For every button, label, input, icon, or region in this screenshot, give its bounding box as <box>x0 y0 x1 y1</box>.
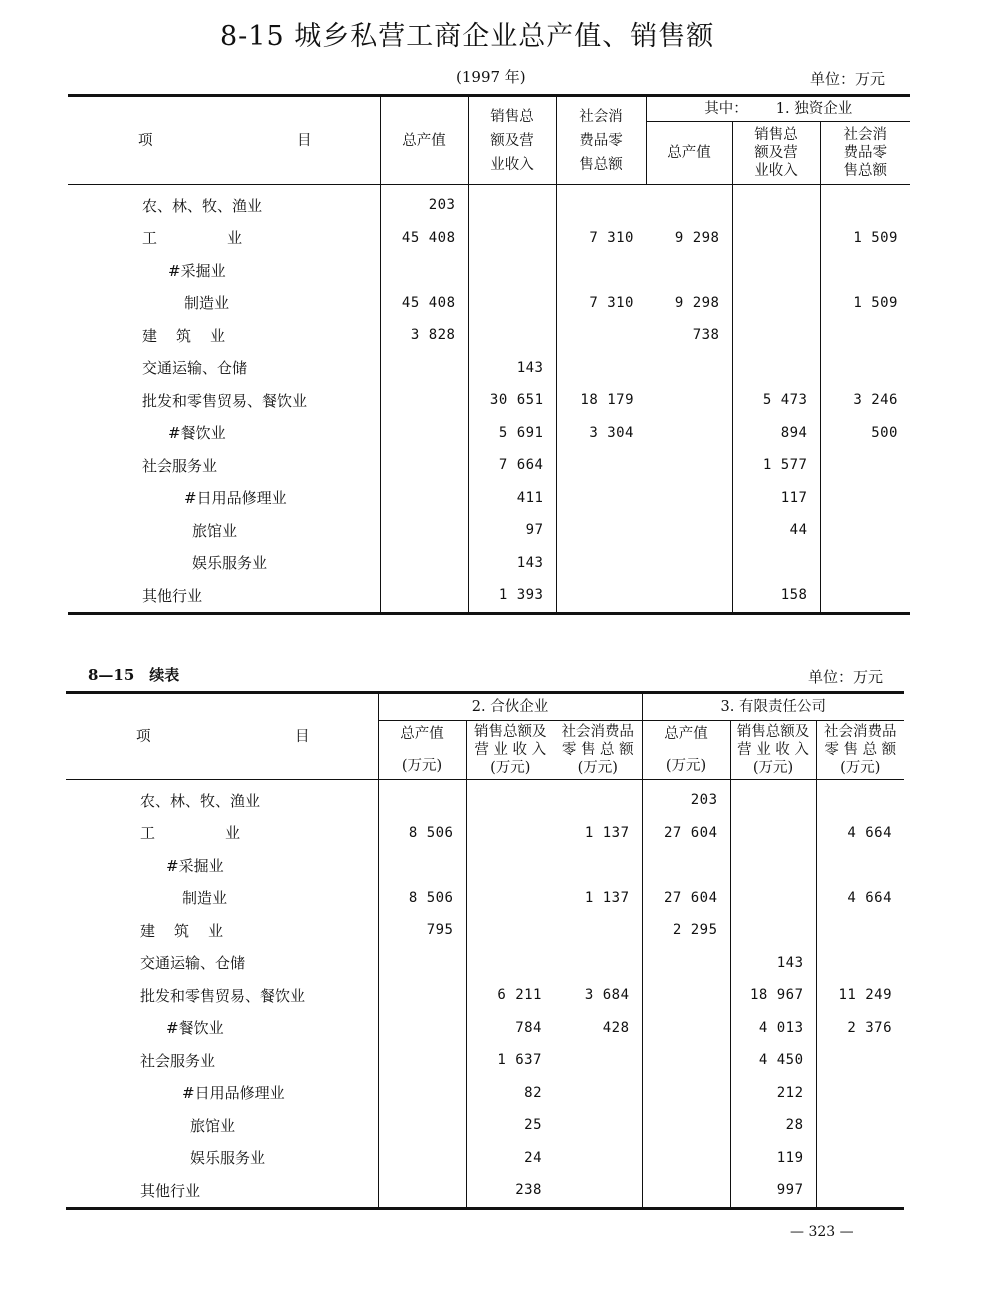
row-agriculture-col2 <box>468 185 556 222</box>
sub-header-output: 总产值 <box>646 122 732 185</box>
col-header-sales: 销售总 额及营 业收入 <box>468 96 556 185</box>
row-hotels-label: 旅馆业 <box>190 1116 236 1135</box>
table-row <box>66 1109 904 1142</box>
row-repair-label: #日用品修理业 <box>184 489 287 508</box>
row-social-services-col4 <box>642 1044 730 1077</box>
table-row <box>66 1077 904 1110</box>
row-catering-label: #餐饮业 <box>168 424 226 443</box>
row-industry-col3: 7 310 <box>556 222 646 255</box>
table-row <box>66 947 904 980</box>
row-catering-label: #餐饮业 <box>166 1019 224 1038</box>
row-manufacturing-col1: 8 506 <box>378 882 466 915</box>
table-row <box>68 417 910 450</box>
row-construction-col1: 3 828 <box>380 319 468 352</box>
table-row <box>68 319 910 352</box>
row-agriculture-col6 <box>820 185 910 222</box>
row-transport-col6 <box>820 352 910 385</box>
row-mining-col5 <box>732 254 820 287</box>
row-trade-catering-label: 批发和零售贸易、餐饮业 <box>140 986 306 1005</box>
row-transport-col5: 143 <box>730 947 816 980</box>
row-transport-col4 <box>642 947 730 980</box>
table-row <box>66 780 904 817</box>
row-hotels-label: 旅馆业 <box>192 521 238 540</box>
row-industry-col4: 27 604 <box>642 817 730 850</box>
row-industry-col1: 8 506 <box>378 817 466 850</box>
row-entertainment-col3 <box>554 1142 642 1175</box>
row-catering-col2: 784 <box>466 1012 554 1045</box>
row-repair-col6 <box>820 482 910 515</box>
row-catering-col1 <box>380 417 468 450</box>
row-other-col5: 158 <box>732 579 820 613</box>
row-mining-label: #采掘业 <box>166 856 224 875</box>
table-row <box>66 1012 904 1045</box>
table-continued <box>66 691 904 1210</box>
row-construction-col6 <box>816 914 904 947</box>
row-other-col1 <box>380 579 468 613</box>
row-agriculture-label: 农、林、牧、渔业 <box>142 196 263 215</box>
g1-header-retail: 社会消费品 零 售 总 额 (万元) <box>554 721 642 780</box>
row-manufacturing-col5 <box>730 882 816 915</box>
row-social-services-col5: 1 577 <box>732 449 820 482</box>
row-industry-col2 <box>466 817 554 850</box>
row-manufacturing-label: 制造业 <box>184 294 230 313</box>
row-manufacturing-col1: 45 408 <box>380 287 468 320</box>
row-construction-col3 <box>556 319 646 352</box>
table-row <box>66 1044 904 1077</box>
row-trade-catering-col2: 30 651 <box>468 384 556 417</box>
row-agriculture-col3 <box>556 185 646 222</box>
col-header-retail: 社会消 费品零 售总额 <box>556 96 646 185</box>
row-hotels-col6 <box>816 1109 904 1142</box>
row-construction-col5 <box>730 914 816 947</box>
row-catering-col4 <box>642 1012 730 1045</box>
group-header-partnership: 2. 合伙企业 <box>378 693 642 721</box>
row-mining-col6 <box>816 849 904 882</box>
row-entertainment-col1 <box>380 547 468 580</box>
row-catering-col4 <box>646 417 732 450</box>
row-transport-col1 <box>378 947 466 980</box>
row-mining-col2 <box>466 849 554 882</box>
row-trade-catering-col6: 3 246 <box>820 384 910 417</box>
row-mining-col1 <box>380 254 468 287</box>
row-entertainment-col6 <box>820 547 910 580</box>
row-social-services-col2: 7 664 <box>468 449 556 482</box>
row-hotels-col4 <box>642 1109 730 1142</box>
row-manufacturing-col3: 1 137 <box>584 889 630 906</box>
row-trade-catering-col4 <box>646 384 732 417</box>
row-transport-col2: 143 <box>468 352 556 385</box>
row-industry-col1: 45 408 <box>380 222 468 255</box>
row-construction-col4: 738 <box>692 327 720 344</box>
row-social-services-col3 <box>554 1044 642 1077</box>
row-agriculture-col6 <box>816 780 904 817</box>
row-entertainment-col3 <box>556 547 646 580</box>
row-mining-col4 <box>642 849 730 882</box>
row-transport-col1 <box>380 352 468 385</box>
row-manufacturing-label: 制造业 <box>182 889 228 908</box>
row-catering-col1 <box>378 1012 466 1045</box>
row-industry-col6: 1 509 <box>820 222 910 255</box>
row-hotels-col5: 28 <box>730 1109 816 1142</box>
row-construction-col2 <box>466 914 554 947</box>
row-entertainment-col2: 143 <box>468 547 556 580</box>
row-agriculture-col1: 203 <box>380 185 468 222</box>
sub-header-retail: 社会消 费品零 售总额 <box>820 122 910 185</box>
table-row <box>66 1174 904 1208</box>
row-construction-col1: 795 <box>378 914 466 947</box>
row-transport-col3 <box>556 352 646 385</box>
row-social-services-col2: 1 637 <box>466 1044 554 1077</box>
sub-header-sales: 销售总 额及营 业收入 <box>732 122 820 185</box>
row-mining-col5 <box>730 849 816 882</box>
stub-header-2: 项 目 <box>66 693 378 780</box>
group-header-limited-company: 3. 有限责任公司 <box>642 693 904 721</box>
row-transport-col6 <box>816 947 904 980</box>
row-entertainment-label: 娱乐服务业 <box>190 1149 266 1168</box>
row-transport-col2 <box>466 947 554 980</box>
group-header-sole-proprietorship: 其中： 1. 独资企业 <box>646 96 910 122</box>
row-industry-col4: 9 298 <box>674 229 720 246</box>
table-row <box>68 254 910 287</box>
g2-header-sales: 销售总额及 营 业 收 入 (万元) <box>730 721 816 780</box>
row-mining-col2 <box>468 254 556 287</box>
row-hotels-col3 <box>556 514 646 547</box>
row-other-col4 <box>646 579 732 613</box>
row-trade-catering-col2: 6 211 <box>466 979 554 1012</box>
row-manufacturing-col6: 4 664 <box>816 882 904 915</box>
row-repair-col5: 212 <box>730 1077 816 1110</box>
row-repair-col2: 82 <box>466 1077 554 1110</box>
table-row <box>68 547 910 580</box>
row-agriculture-col5 <box>732 185 820 222</box>
row-entertainment-col1 <box>378 1142 466 1175</box>
row-social-services-col1 <box>380 449 468 482</box>
row-repair-col4 <box>642 1077 730 1110</box>
row-other-col1 <box>378 1174 466 1208</box>
row-social-services-col4 <box>646 449 732 482</box>
row-agriculture-col1 <box>378 780 466 817</box>
row-other-col3 <box>556 579 646 613</box>
row-hotels-col2: 25 <box>466 1109 554 1142</box>
row-manufacturing-col5 <box>732 287 820 320</box>
table-row <box>68 384 910 417</box>
row-construction-col2 <box>468 319 556 352</box>
row-transport-label: 交通运输、仓储 <box>142 359 248 378</box>
row-other-label: 其他行业 <box>142 586 203 605</box>
g2-header-retail: 社会消费品 零 售 总 额 (万元) <box>816 721 904 780</box>
row-other-col2: 1 393 <box>468 579 556 613</box>
row-other-col6 <box>816 1174 904 1208</box>
row-hotels-col1 <box>378 1109 466 1142</box>
row-catering-col3: 428 <box>602 1019 630 1036</box>
row-hotels-col4 <box>646 514 732 547</box>
row-mining-col3 <box>554 849 642 882</box>
unit-label-2: 单位：万元 <box>808 668 884 686</box>
row-construction-col5 <box>732 319 820 352</box>
row-industry-col2 <box>468 222 556 255</box>
continuation-label: 8—15 续表 <box>88 666 180 684</box>
row-repair-col2: 411 <box>468 482 556 515</box>
row-construction-col4: 2 295 <box>642 914 730 947</box>
row-entertainment-col2: 24 <box>466 1142 554 1175</box>
table-row <box>68 287 910 320</box>
row-mining-col4 <box>646 254 732 287</box>
row-repair-col4 <box>646 482 732 515</box>
row-trade-catering-col6: 11 249 <box>816 979 904 1012</box>
row-trade-catering-col4 <box>642 979 730 1012</box>
row-repair-col3 <box>556 482 646 515</box>
row-repair-col6 <box>816 1077 904 1110</box>
row-agriculture-col4: 203 <box>642 780 730 817</box>
row-trade-catering-col1 <box>380 384 468 417</box>
unit-label: 单位：万元 <box>810 70 886 88</box>
table-row <box>68 514 910 547</box>
row-social-services-col3 <box>556 449 646 482</box>
table-row <box>68 482 910 515</box>
row-social-services-label: 社会服务业 <box>142 456 218 475</box>
row-manufacturing-col2 <box>466 882 554 915</box>
row-agriculture-col2 <box>466 780 554 817</box>
row-repair-col5: 117 <box>732 482 820 515</box>
row-social-services-col1 <box>378 1044 466 1077</box>
row-agriculture-label: 农、林、牧、渔业 <box>140 791 261 810</box>
row-manufacturing-col2 <box>468 287 556 320</box>
row-hotels-col5: 44 <box>732 514 820 547</box>
row-trade-catering-col5: 5 473 <box>732 384 820 417</box>
row-transport-col4 <box>646 352 732 385</box>
row-other-label: 其他行业 <box>140 1181 201 1200</box>
row-entertainment-col5 <box>732 547 820 580</box>
row-manufacturing-col4: 27 604 <box>642 882 730 915</box>
row-agriculture-col4 <box>646 185 732 222</box>
table-row <box>66 882 904 915</box>
row-social-services-col6 <box>820 449 910 482</box>
row-catering-col6: 500 <box>820 417 910 450</box>
row-transport-col5 <box>732 352 820 385</box>
table-row <box>68 579 910 613</box>
row-industry-col5 <box>732 222 820 255</box>
row-social-services-col6 <box>816 1044 904 1077</box>
row-repair-col3 <box>554 1077 642 1110</box>
row-entertainment-col5: 119 <box>730 1142 816 1175</box>
table-row <box>68 222 910 255</box>
year-note: (1997 年) <box>456 68 526 86</box>
row-other-col5: 997 <box>730 1174 816 1208</box>
row-mining-label: #采掘业 <box>168 261 226 280</box>
row-entertainment-col6 <box>816 1142 904 1175</box>
row-other-col3 <box>554 1174 642 1208</box>
row-catering-col5: 894 <box>732 417 820 450</box>
table-row <box>68 449 910 482</box>
g1-header-sales: 销售总额及 营 业 收 入 (万元) <box>466 721 554 780</box>
row-industry-col5 <box>730 817 816 850</box>
row-hotels-col3 <box>554 1109 642 1142</box>
table-row <box>66 979 904 1012</box>
row-transport-label: 交通运输、仓储 <box>140 954 246 973</box>
row-entertainment-col4 <box>646 547 732 580</box>
stub-header: 项 目 <box>68 96 380 185</box>
row-manufacturing-col6: 1 509 <box>820 287 910 320</box>
row-transport-col3 <box>554 947 642 980</box>
row-industry-label: 工 业 <box>140 824 243 843</box>
row-construction-col6 <box>820 319 910 352</box>
table-row <box>66 849 904 882</box>
row-repair-col1 <box>380 482 468 515</box>
table-row <box>66 1142 904 1175</box>
row-social-services-col5: 4 450 <box>730 1044 816 1077</box>
row-hotels-col2: 97 <box>468 514 556 547</box>
g1-header-output: 总产值 (万元) <box>378 721 466 780</box>
row-catering-col2: 5 691 <box>468 417 556 450</box>
row-mining-col1 <box>378 849 466 882</box>
row-mining-col3 <box>556 254 646 287</box>
page-title: 8-15 城乡私营工商企业总产值、销售额 <box>220 21 715 52</box>
row-construction-col3 <box>554 914 642 947</box>
row-agriculture-col5 <box>730 780 816 817</box>
row-catering-col3: 3 304 <box>556 417 646 450</box>
row-trade-catering-col5: 18 967 <box>730 979 816 1012</box>
row-construction-label: 建 筑 业 <box>142 326 228 345</box>
row-repair-label: #日用品修理业 <box>182 1084 285 1103</box>
row-trade-catering-col3: 3 684 <box>584 987 630 1004</box>
g2-header-output: 总产值 (万元) <box>642 721 730 780</box>
row-mining-col6 <box>820 254 910 287</box>
row-hotels-col6 <box>820 514 910 547</box>
row-other-col4 <box>642 1174 730 1208</box>
row-trade-catering-label: 批发和零售贸易、餐饮业 <box>142 391 308 410</box>
row-catering-col5: 4 013 <box>730 1012 816 1045</box>
row-agriculture-col3 <box>554 780 642 817</box>
row-construction-label: 建 筑 业 <box>140 921 226 940</box>
page-number: — 323 — <box>790 1224 854 1240</box>
row-manufacturing-col4: 9 298 <box>674 294 720 311</box>
col-header-output: 总产值 <box>380 96 468 185</box>
table-main <box>68 94 910 615</box>
row-other-col2: 238 <box>466 1174 554 1208</box>
row-entertainment-col4 <box>642 1142 730 1175</box>
row-other-col6 <box>820 579 910 613</box>
table-row <box>66 914 904 947</box>
row-manufacturing-col3: 7 310 <box>556 287 646 320</box>
table-row <box>68 185 910 222</box>
row-social-services-label: 社会服务业 <box>140 1051 216 1070</box>
row-catering-col6: 2 376 <box>816 1012 904 1045</box>
table-row <box>66 817 904 850</box>
row-industry-col3: 1 137 <box>584 824 630 841</box>
table-row <box>68 352 910 385</box>
row-entertainment-label: 娱乐服务业 <box>192 554 268 573</box>
row-repair-col1 <box>378 1077 466 1110</box>
row-hotels-col1 <box>380 514 468 547</box>
row-industry-col6: 4 664 <box>816 817 904 850</box>
row-trade-catering-col1 <box>378 979 466 1012</box>
row-industry-label: 工 业 <box>142 229 245 248</box>
row-trade-catering-col3: 18 179 <box>556 384 646 417</box>
